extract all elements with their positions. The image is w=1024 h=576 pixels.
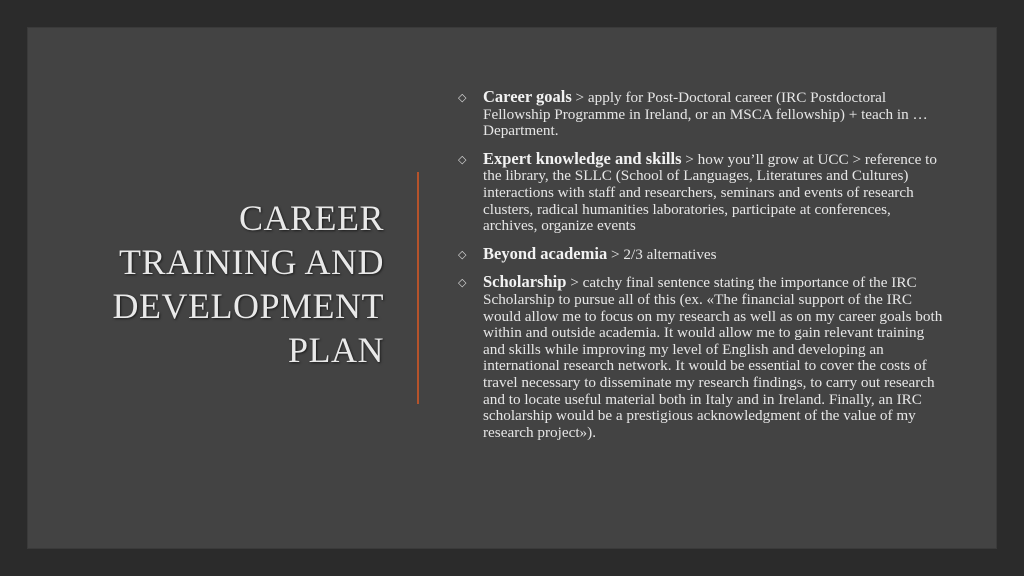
- item-title: Beyond academia: [483, 243, 608, 263]
- item-text: > catchy final sentence stating the importance of the IRC Scholarship to pursue all of this (ex. «The financial support of the IRC would allow me to focus on my research as well as on my career goals both within and outside academia. It would allow me to gain relevant training and skills while improving my level of English and developing an international research network. It would be essential to cover the costs of travel necessary to disseminate my research findings, to carry out research and to locate useful material both in Italy and in Ireland. Finally, an IRC scholarship would be a prestigious acknowledgment of the value of my research project»).: [483, 274, 943, 441]
- diamond-bullet-icon: ◇: [458, 276, 467, 290]
- title-line: TRAINING AND: [119, 242, 384, 282]
- list-item-career-goals: [458, 89, 948, 140]
- list-item-scholarship: [458, 274, 948, 441]
- item-title: Career goals: [483, 87, 572, 106]
- bullet-list: [458, 89, 948, 452]
- diamond-bullet-icon: ◇: [458, 91, 467, 104]
- item-title: Expert knowledge and skills: [483, 148, 682, 168]
- item-title: Scholarship: [483, 272, 567, 292]
- vertical-divider: [417, 172, 419, 404]
- list-item-beyond-academia: [458, 243, 948, 264]
- title-line: PLAN: [287, 330, 384, 370]
- title-line: CAREER: [238, 198, 384, 238]
- item-text: > 2/3 alternatives: [607, 245, 717, 263]
- item-text: > apply for Post-Doctoral career (IRC Postdoctoral Fellowship Programme in Ireland, or an MSCA fellowship) + teach in … Department.: [483, 89, 928, 140]
- diamond-bullet-icon: ◇: [458, 152, 467, 166]
- diamond-bullet-icon: ◇: [458, 247, 467, 261]
- title-line: DEVELOPMENT: [112, 286, 384, 326]
- list-item-expert-knowledge: [458, 148, 948, 235]
- slide-title: [88, 196, 384, 372]
- item-text: > how you’ll grow at UCC > reference to the library, the SLLC (School of Languages, Literatures and Cultures) interactions with staff and researchers, seminars and events of research clusters, radical humanities laboratories, participate at conferences, archives, organize events: [483, 150, 937, 235]
- slide: [28, 28, 996, 548]
